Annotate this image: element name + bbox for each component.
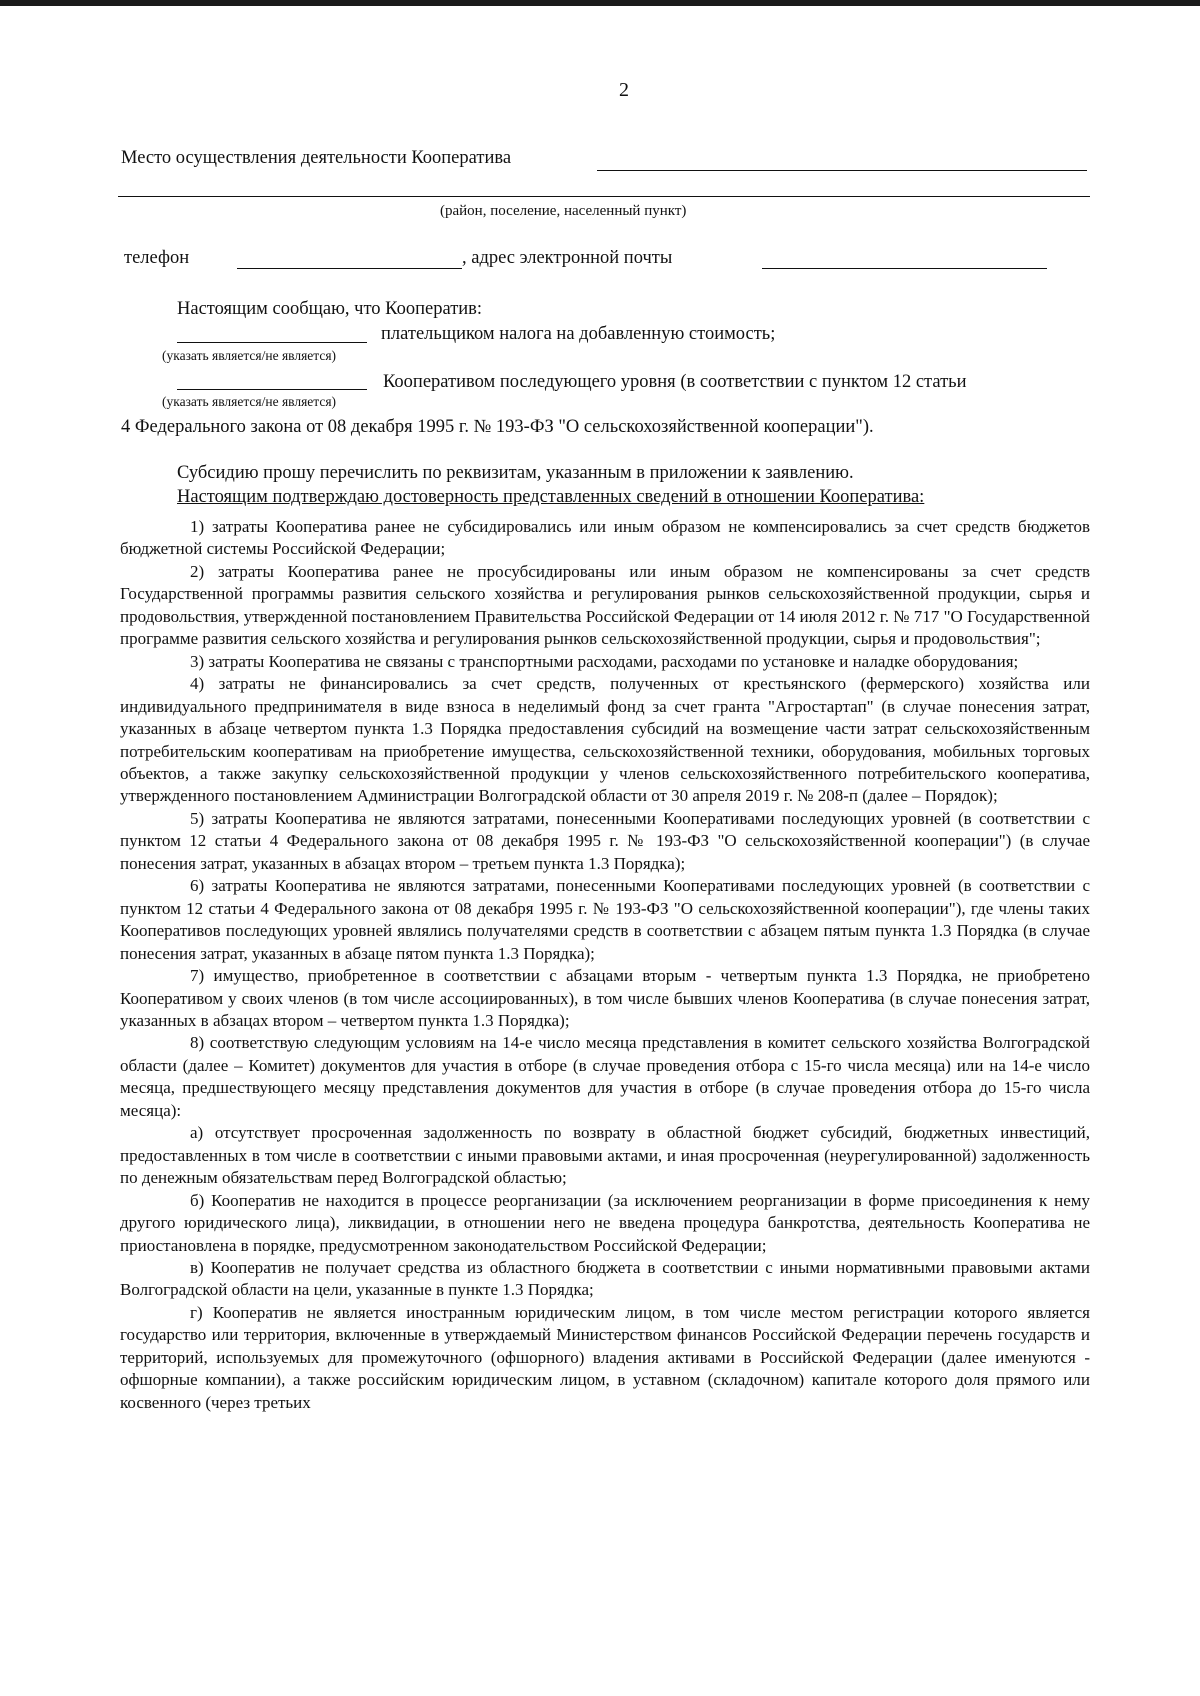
- email-field[interactable]: [762, 268, 1047, 269]
- list-item: 7) имущество, приобретенное в соответствии с абзацами вторым - четвертым пункта 1.3 Порядка, не приобретено Кооперативом у своих членов (в том числе ассоциированных), в том числе бывших членов Кооператива (в случае понесения затрат, указанных в абзацах втором – четвертом пункта 1.3 Порядка);: [120, 966, 1090, 1030]
- phone-label: телефон: [124, 248, 190, 268]
- phone-field[interactable]: [237, 268, 462, 269]
- location-field[interactable]: [597, 170, 1087, 171]
- page-number: 2: [619, 79, 629, 101]
- list-item: 3) затраты Кооператива не связаны с транспортными расходами, расходами по установке и наладке оборудования;: [190, 651, 1019, 671]
- list-item: б) Кооператив не находится в процессе реорганизации (за исключением реорганизации в форме присоединения к нему другого юридического лица), ликвидации, в отношении него не введена процедура банкротства, деятельность Кооператива не приостановлена в порядке, предусмотренном законодательством Российской Федерации;: [120, 1190, 1090, 1255]
- confirmation-list: [120, 516, 1090, 1414]
- list-item: 6) затраты Кооператива не являются затратами, понесенными Кооперативами последующих уровней (в соответствии с пунктом 12 статьи 4 Федерального закона от 08 декабря 1995 г. № 193-ФЗ "О сельскохозяйственной кооперации"), где члены таких Кооперативов последующих уровней являлись получателями средств в соответствии с абзацем пятым пункта 1.3 Порядка (в случае понесения затрат, указанных в абзаце пятом пункта 1.3 Порядка);: [120, 876, 1090, 963]
- confirm-heading: Настоящим подтверждаю достоверность представленных сведений в отношении Кооператива:: [177, 487, 925, 507]
- list-item: г) Кооператив не является иностранным юридическим лицом, в том числе местом регистрации которого является государство или территория, включенные в утверждаемый Министерством финансов Российской Федерации перечень государств и территорий, используемых для промежуточного (офшорного) владения активами в Российской Федерации (далее именуются - офшорные компании), а также российским юридическим лицом, в уставном (складочном) капитале которого доля прямого или косвенного (через третьих: [120, 1302, 1090, 1412]
- scan-top-edge: [0, 0, 1200, 6]
- level-status-field[interactable]: [177, 389, 367, 390]
- location-label: Место осуществления деятельности Кооператива: [121, 148, 512, 168]
- location-field-continued[interactable]: [118, 196, 1090, 197]
- list-item: 8) соответствую следующим условиям на 14-е число месяца представления в комитет сельского хозяйства Волгоградской области (далее – Комитет) документов для участия в отборе (в случае проведения отбора с 15-го числа месяца) или на 14-е число месяца, предшествующего месяцу представления документов для участия в отборе (в случае проведения отбора до 15-го числа месяца):: [120, 1033, 1090, 1120]
- list-item: в) Кооператив не получает средства из областного бюджета в соответствии с иными нормативными правовыми актами Волгоградской области на цели, указанные в пункте 1.3 Порядка;: [120, 1257, 1090, 1300]
- email-label: , адрес электронной почты: [462, 248, 673, 268]
- location-hint: (район, поселение, населенный пункт): [440, 203, 687, 219]
- list-item: 2) затраты Кооператива ранее не просубсидированы или иным образом не компенсированы за счет средств Государственной программы развития сельского хозяйства и регулирования рынков сельскохозяйственной продукции, сырья и продовольствия, утвержденной постановлением Правительства Российской Федерации от 14 июля 2012 г. № 717 "О Государственной программе развития сельского хозяйства и регулирования рынков сельскохозяйственной продукции, сырья и продовольствия";: [120, 561, 1090, 649]
- level-text: Кооперативом последующего уровня (в соответствии с пунктом 12 статьи: [383, 372, 967, 392]
- transfer-text: Субсидию прошу перечислить по реквизитам, указанным в приложении к заявлению.: [177, 463, 854, 483]
- list-item: а) отсутствует просроченная задолженность по возврату в областной бюджет субсидий, бюджетных инвестиций, предоставленных в том числе в соответствии с иными правовыми актами, и иная просроченная (неурегулированной) задолженность по денежным обязательствам перед Волгоградской областью;: [120, 1123, 1090, 1188]
- list-item: 5) затраты Кооператива не являются затратами, понесенными Кооперативами последующих уровней (в соответствии с пунктом 12 статьи 4 Федерального закона от 08 декабря 1995 г. № 193-ФЗ "О сельскохозяйственной кооперации") (в случае понесения затрат, указанных в абзацах втором – третьем пункта 1.3 Порядка);: [120, 808, 1090, 873]
- list-item: 4) затраты не финансировались за счет средств, полученных от крестьянского (фермерского) хозяйства или индивидуального предпринимателя в виде взноса в неделимый фонд за счет гранта "Агростартап" (в случае понесения затрат, указанных в абзаце четвертом пункта 1.3 Порядка предоставления субсидий на возмещение части затрат сельскохозяйственным потребительским кооперативам на приобретение имущества, сельскохозяйственной техники, оборудования, мобильных торговых объектов, а также закупку сельскохозяйственной продукции у членов сельскохозяйственного потребительского кооператива, утвержденного постановлением Администрации Волгоградской области от 30 апреля 2019 г. № 208-п (далее – Порядок);: [120, 674, 1090, 806]
- declaration-intro: Настоящим сообщаю, что Кооператив:: [177, 299, 483, 319]
- law-reference: 4 Федерального закона от 08 декабря 1995 г. № 193-ФЗ "О сельскохозяйственной кооперации").: [121, 417, 874, 437]
- list-item: 1) затраты Кооператива ранее не субсидировались или иным образом не компенсировались за счет средств бюджетов бюджетной системы Российской Федерации;: [120, 517, 1090, 559]
- level-hint: (указать является/не является): [162, 394, 337, 409]
- vat-hint: (указать является/не является): [162, 348, 337, 363]
- vat-text: плательщиком налога на добавленную стоимость;: [381, 324, 776, 344]
- vat-status-field[interactable]: [177, 342, 367, 343]
